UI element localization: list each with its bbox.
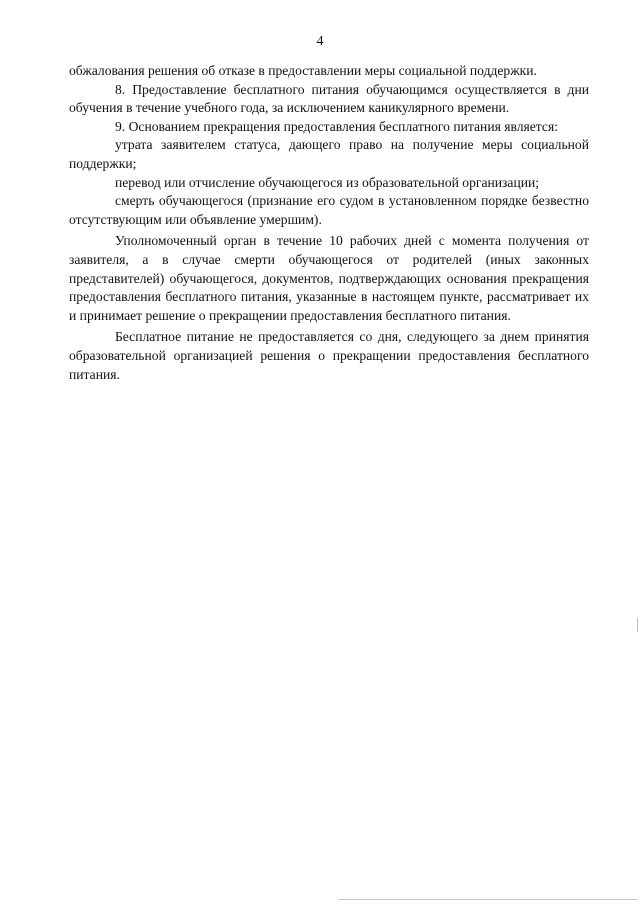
page-number: 4 [316, 34, 324, 49]
bottom-rule [338, 899, 638, 900]
paragraph-death: смерть обучающегося (признание его судом в установленном порядке безвестно отсутствующим или объявление умершим). [69, 193, 589, 227]
paragraph-item-8: 8. Предоставление бесплатного питания обучающимся осуществляется в дни обучения в течение учебного года, за исключением каникулярного времени. [69, 81, 589, 116]
paragraph-termination: Бесплатное питание не предоставляется со дня, следующего за днем принятия образовательной организацией решения о прекращении предоставления бесплатного питания. [69, 329, 589, 382]
paragraph-transfer-expulsion: перевод или отчисление обучающегося из образовательной организации; [115, 174, 540, 190]
paragraph-item-9: 9. Основанием прекращения предоставления бесплатного питания является: [115, 118, 558, 134]
paragraph-status-loss: утрата заявителем статуса, дающего право на получение меры социальной поддержки; [69, 137, 589, 171]
document-body [69, 62, 589, 384]
paragraph-authorized-body: Уполномоченный орган в течение 10 рабочих дней с момента получения от заявителя, а в случае смерти обучающегося от родителей (иных законных представителей) обучающегося, документов, подтверждающих основания прекращения предоставления бесплатного питания, указанные в настоящем пункте, рассматривает их и принимает решение о прекращении предоставления бесплатного питания. [69, 233, 589, 323]
scan-mark [637, 618, 638, 632]
paragraph-appeal-continuation: обжалования решения об отказе в предоставлении меры социальной поддержки. [69, 63, 537, 78]
